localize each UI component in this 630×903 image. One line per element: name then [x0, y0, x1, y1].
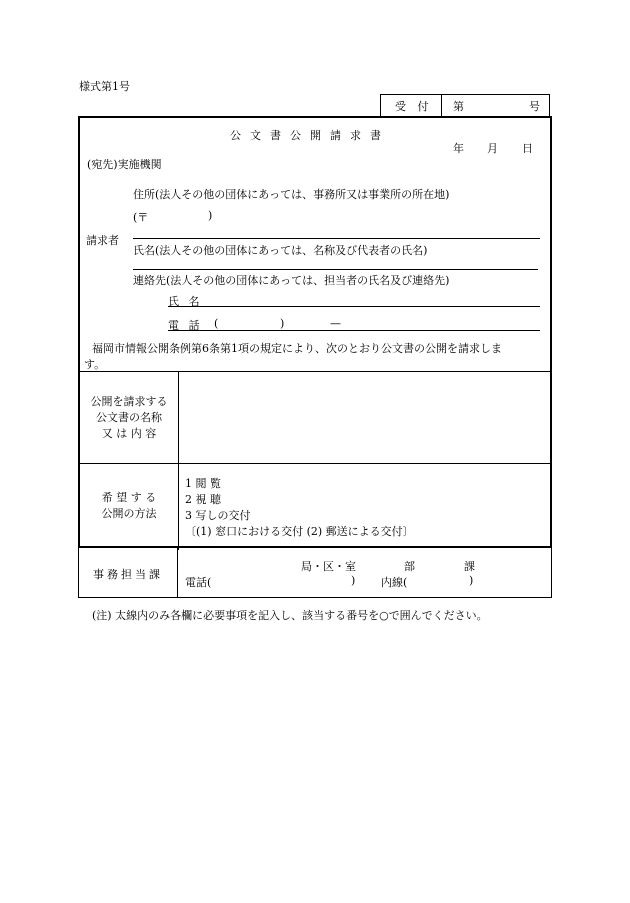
section-divider-1 [80, 371, 550, 372]
method-option-listen[interactable]: 2 視 聴 [185, 493, 221, 506]
name-underline [133, 269, 538, 270]
contact-name-underline [168, 306, 540, 307]
method-options [185, 476, 414, 540]
addressee: (宛先)実施機関 [87, 158, 162, 171]
receipt-number-prefix: 第 [453, 100, 464, 113]
date-day: 日 [522, 142, 533, 155]
staff-extension-close: ) [469, 574, 474, 587]
contact-name-label: 氏 名 [168, 295, 203, 308]
contact-label: 連絡先(法人その他の団体にあっては、担当者の氏名及び連絡先) [133, 274, 450, 287]
staff-extension-open: 内線( [381, 576, 408, 589]
label-column-divider [178, 371, 179, 550]
staff-ka: 課 [464, 560, 475, 573]
staff-bu: 部 [404, 560, 415, 573]
date-year: 年 [453, 142, 464, 155]
method-sub-options[interactable]: 〔(1) 窓口における交付 (2) 郵送による交付〕 [185, 525, 414, 538]
method-label-line-1: 希 望 す る [101, 491, 157, 504]
name-label: 氏名(法人その他の団体にあっては、名称及び代表者の氏名) [133, 244, 428, 257]
footnote: (注) 太線内のみ各欄に必要事項を記入し、該当する番号を○で囲んでください。 [92, 609, 488, 622]
method-option-view[interactable]: 1 閲 覧 [185, 477, 221, 490]
form-number: 様式第1号 [79, 80, 130, 93]
postal-open: (〒 [133, 211, 149, 224]
request-label-line-2: 公文書の名称 [96, 411, 162, 424]
phone-underline [168, 330, 540, 331]
request-content-field[interactable] [185, 382, 545, 458]
form-title: 公文書公開請求書 [230, 129, 390, 142]
method-option-copy[interactable]: 3 写しの交付 [185, 509, 251, 522]
statement-line-1: 福岡市情報公開条例第6条第1項の規定により、次のとおり公文書の公開を請求しま [92, 342, 502, 355]
receipt-number-suffix: 号 [529, 100, 540, 113]
requester-label: 請求者 [86, 234, 119, 247]
phone-open: ( [214, 317, 219, 330]
address-underline [133, 238, 540, 239]
date-month: 月 [487, 142, 498, 155]
staff-column-divider [177, 548, 178, 598]
receipt-box [380, 94, 550, 116]
address-label: 住所(法人その他の団体にあっては、事務所又は事業所の所在地) [133, 188, 450, 201]
staff-phone-close: ) [351, 574, 356, 587]
staff-section [78, 548, 552, 598]
receipt-divider [441, 95, 442, 116]
phone-dash: — [330, 317, 341, 330]
request-form [78, 116, 552, 548]
staff-dept: 局・区・室 [301, 560, 356, 573]
phone-label: 電 話 [168, 319, 203, 332]
statement-line-2: す。 [84, 358, 106, 371]
section-divider-2 [80, 463, 550, 464]
phone-close: ) [280, 317, 285, 330]
postal-close: ) [208, 209, 213, 222]
request-label-line-3: 又 は 内 容 [101, 427, 157, 440]
method-label-line-2: 公開の方法 [101, 507, 157, 520]
staff-phone-open: 電話( [185, 576, 212, 589]
request-content-label [80, 394, 178, 442]
request-label-line-1: 公開を請求する [90, 395, 168, 408]
receipt-label: 受 付 [395, 100, 433, 113]
method-label [80, 490, 178, 522]
staff-label: 事務担当課 [93, 568, 163, 581]
